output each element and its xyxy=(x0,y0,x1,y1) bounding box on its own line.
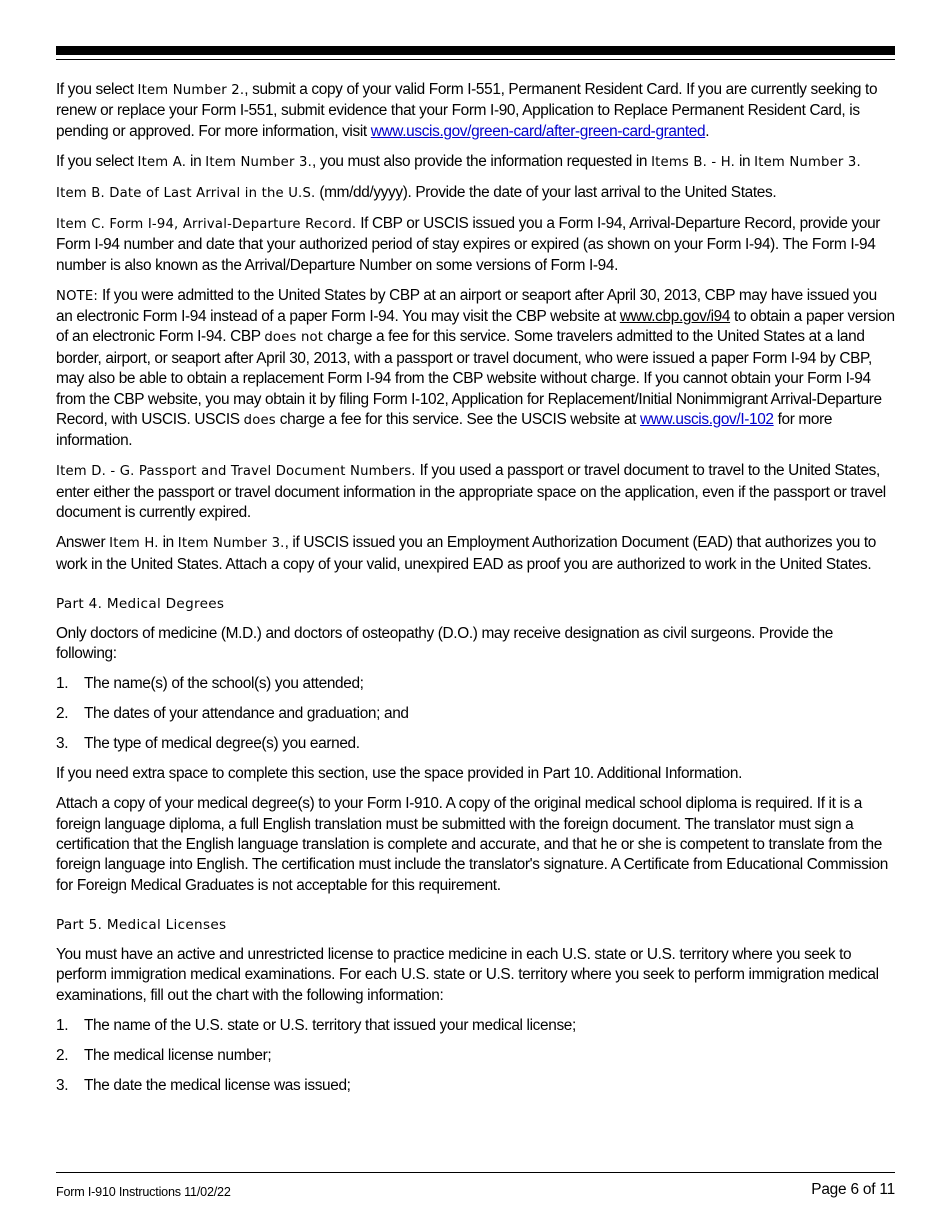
text: If CBP or USCIS issued you a Form I-94, Arrival-Departure Record, provide your Form I-94 number and date that your authorized period of stay expires or expired (as shown on your Form I-94). The Form I-94 number is also known as the Arrival/Departure Number on some versions of Form I-94. xyxy=(56,214,881,274)
paragraph-item-b xyxy=(56,183,895,204)
part4-attach: Attach a copy of your medical degree(s) to your Form I-910. A copy of the original medical school diploma is required. If it is a foreign language diploma, a full English translation must be submitted with the foreign document. The translator must sign a certification that the English language translation is complete and accurate, and that he or she is competent to translate from the foreign language into English. The certification must include the translator's signature. A Certificate from Educational Commission for Foreign Medical Graduates is not acceptable for this requirement. xyxy=(56,795,888,894)
item-ref: Item Number 3. xyxy=(754,154,861,170)
item-ref: Item D. - G. Passport and Travel Document Numbers. xyxy=(56,464,416,480)
text: in xyxy=(186,152,206,170)
text: to obtain a paper version of an electronic Form I-94. CBP xyxy=(56,308,895,346)
paragraph-item-number-2 xyxy=(56,80,895,142)
list-number: 1. xyxy=(56,675,69,693)
list-text: The dates of your attendance and graduation; and xyxy=(84,705,409,723)
list-item xyxy=(56,674,895,694)
list-item xyxy=(56,1046,895,1066)
text: in xyxy=(735,152,755,170)
cbp-i94-link[interactable]: www.cbp.gov/i94 xyxy=(619,308,731,326)
list-item xyxy=(56,1076,895,1096)
text: in xyxy=(158,534,178,552)
list-text: The medical license number; xyxy=(84,1046,272,1064)
list-item xyxy=(56,1016,895,1036)
list-number: 3. xyxy=(56,735,69,753)
emphasis: does not xyxy=(264,330,324,346)
section-heading-part-4: Part 4. Medical Degrees xyxy=(56,596,225,613)
paragraph-item-a xyxy=(56,152,895,173)
text: , if USCIS issued you an Employment Authorization Document (EAD) that authorizes you to work in the United States. Attach a copy of your valid, unexpired EAD as proof you are authorized to work in the United States. xyxy=(56,534,877,573)
item-ref: Item Number 3. xyxy=(177,536,285,552)
list-item xyxy=(56,704,895,724)
header-rule-thick xyxy=(56,46,895,55)
text: If you were admitted to the United States by CBP at an airport or seaport after April 30, 2013, CBP may have issued you an electronic Form I-94 instead of a paper Form I-94. You may visit the CBP website at xyxy=(56,286,877,326)
paragraph-item-h xyxy=(56,533,895,575)
paragraph-note xyxy=(56,286,895,452)
text: If you used a passport or travel document to travel to the United States, enter either the passport or travel document information in the appropriate space on the application, even if the passport or travel document is currently expired. xyxy=(56,462,886,522)
page-content xyxy=(56,80,895,1106)
part4-extra-space: If you need extra space to complete this section, use the space provided in Part 10. Additional Information. xyxy=(56,765,742,783)
form-identifier: Form I-910 Instructions 11/02/22 xyxy=(56,1185,231,1199)
list-number: 2. xyxy=(56,1046,69,1064)
document-page xyxy=(56,0,895,1230)
text: , submit a copy of your valid Form I-551, Permanent Resident Card. If you are currently seeking to renew or replace your Form I-551, submit evidence that your Form I-90, Application to Replace Permanent Resident Card, is pending or approved. For more information, visit xyxy=(56,81,878,140)
text: charge a fee for this service. See the USCIS website at xyxy=(275,411,641,429)
item-ref: Item C. Form I-94, Arrival-Departure Record. xyxy=(56,216,357,232)
item-ref: Item Number 3. xyxy=(205,154,312,170)
list-item xyxy=(56,734,895,754)
list-number: 1. xyxy=(56,1016,69,1034)
item-ref: Item H. xyxy=(109,536,159,552)
part5-intro: You must have an active and unrestricted license to practice medicine in each U.S. state or U.S. territory where you seek to perform immigration medical examinations. For each U.S. state or U.S. territory where you seek to perform immigration medical examinations, fill out the chart with the following information: xyxy=(56,945,879,1004)
text: for more information. xyxy=(56,411,833,450)
text: If you select xyxy=(56,152,138,170)
page-number: Page 6 of 11 xyxy=(811,1181,895,1198)
part4-intro: Only doctors of medicine (M.D.) and doctors of osteopathy (D.O.) may receive designation as civil surgeons. Provide the following: xyxy=(56,624,833,663)
text: (mm/dd/yyyy). Provide the date of your last arrival to the United States. xyxy=(315,183,777,201)
list-text: The type of medical degree(s) you earned. xyxy=(84,735,360,753)
green-card-link[interactable]: www.uscis.gov/green-card/after-green-card-granted xyxy=(370,122,706,140)
text: charge a fee for this service. Some travelers admitted to the United States at a land border, airport, or seaport after April 30, 2013, with a passport or travel document, who were issued a paper Form I-94 by CBP, may also be able to obtain a replacement Form I-94 from the CBP website without charge. If you cannot obtain your Form I-94 from the CBP website, you may obtain it by filing Form I-102, Application for Replacement/Initial Nonimmigrant Arrival-Departure Record, with USCIS. USCIS xyxy=(56,328,882,429)
uscis-i102-link[interactable]: www.uscis.gov/I-102 xyxy=(640,411,774,429)
text: If you select xyxy=(56,81,138,98)
list-text: The date the medical license was issued; xyxy=(84,1076,351,1094)
list-number: 2. xyxy=(56,705,69,723)
section-heading-part-5: Part 5. Medical Licenses xyxy=(56,917,227,934)
text: Answer xyxy=(56,534,110,552)
paragraph-item-d-g xyxy=(56,461,895,523)
emphasis: does xyxy=(243,413,276,429)
item-ref: Item A. xyxy=(137,154,187,170)
list-text: The name of the U.S. state or U.S. territory that issued your medical license; xyxy=(84,1016,576,1034)
list-number: 3. xyxy=(56,1076,69,1094)
item-ref: Item B. Date of Last Arrival in the U.S. xyxy=(56,185,316,201)
paragraph-item-c xyxy=(56,214,895,276)
footer-rule xyxy=(56,1172,895,1173)
text: . xyxy=(705,122,710,140)
text: , you must also provide the information requested in xyxy=(312,152,652,170)
item-ref: Item Number 2. xyxy=(137,83,245,98)
note-label: NOTE: xyxy=(56,288,99,304)
list-text: The name(s) of the school(s) you attended; xyxy=(84,675,364,693)
header-rule-thin xyxy=(56,59,895,60)
item-ref: Items B. - H. xyxy=(651,154,736,170)
